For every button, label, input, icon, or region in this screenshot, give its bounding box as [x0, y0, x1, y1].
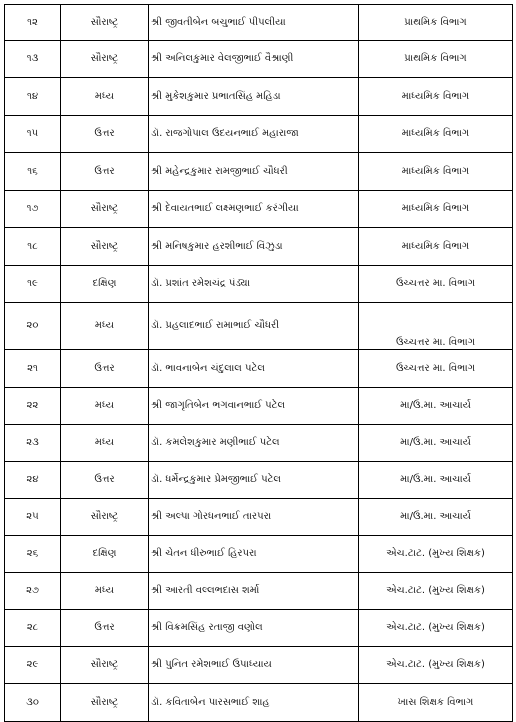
table-row	[5, 647, 513, 684]
awardee-name-cell: શ્રી આરતી વલ્લભદાસ શર્મા	[149, 573, 359, 610]
awardee-name-cell: શ્રી મહેન્દ્રકુમાર રામજીભાઈ ચૌધરી	[149, 153, 359, 191]
serial-number-cell: ૧૭	[5, 191, 61, 228]
awardees-table	[4, 4, 513, 722]
awardee-name-cell: શ્રી દેવાયતભાઈ લક્ષ્મણભાઈ કરંગીયા	[149, 191, 359, 228]
department-cell: માધ્યમિક વિભાગ	[359, 153, 513, 191]
table-row	[5, 303, 513, 350]
department-cell: એચ.ટાટ. (મુખ્ય શિક્ષક)	[359, 610, 513, 647]
serial-number-cell: ૨૬	[5, 536, 61, 573]
awardee-name-cell: શ્રી અનિલકુમાર વેલજીભાઈ વૈશ્રાણી	[149, 41, 359, 78]
serial-number-cell: ૨૦	[5, 303, 61, 350]
department-cell: ઉચ્ચત્તર મા. વિભાગ	[359, 266, 513, 303]
table-row	[5, 425, 513, 462]
serial-number-cell: ૨૯	[5, 647, 61, 684]
serial-number-cell: ૨૫	[5, 499, 61, 536]
region-cell: સૌરાષ્ટ્ર	[61, 228, 149, 266]
region-cell: ઉત્તર	[61, 350, 149, 388]
table-row	[5, 573, 513, 610]
table-row	[5, 462, 513, 499]
serial-number-cell: ૨૧	[5, 350, 61, 388]
department-cell: પ્રાથમિક વિભાગ	[359, 5, 513, 41]
table-row	[5, 684, 513, 722]
serial-number-cell: ૧૫	[5, 116, 61, 153]
awardee-name-cell: શ્રી પુનિત રમેશભાઈ ઉપાધ્યાય	[149, 647, 359, 684]
department-cell: એચ.ટાટ. (મુખ્ય શિક્ષક)	[359, 536, 513, 573]
department-cell: એચ.ટાટ. (મુખ્ય શિક્ષક)	[359, 647, 513, 684]
department-cell: ઉચ્ચત્તર મા. વિભાગ	[359, 350, 513, 388]
awardee-name-cell: શ્રી જાગૃતિબેન ભગવાનભાઈ પટેલ	[149, 388, 359, 425]
region-cell: દક્ષિણ	[61, 266, 149, 303]
awardee-name-cell: શ્રી મુકેશકુમાર પ્રભાતસિંહ મહિડા	[149, 78, 359, 116]
department-cell: મા/ઉ.મા. આચાર્ય	[359, 388, 513, 425]
table-row	[5, 153, 513, 191]
department-cell: મા/ઉ.મા. આચાર્ય	[359, 425, 513, 462]
region-cell: સૌરાષ્ટ્ર	[61, 191, 149, 228]
table-row	[5, 5, 513, 41]
table-body	[5, 5, 513, 722]
serial-number-cell: ૨૮	[5, 610, 61, 647]
department-cell: પ્રાથમિક વિભાગ	[359, 41, 513, 78]
department-cell: માધ્યમિક વિભાગ	[359, 116, 513, 153]
region-cell: ઉત્તર	[61, 116, 149, 153]
region-cell: મધ્ય	[61, 573, 149, 610]
region-cell: મધ્ય	[61, 425, 149, 462]
region-cell: ઉત્તર	[61, 610, 149, 647]
awardee-name-cell: શ્રી જીવતીબેન બચુભાઈ પીપલીયા	[149, 5, 359, 41]
awardee-name-cell: ડૉ. કમલેશકુમાર મણીભાઈ પટેલ	[149, 425, 359, 462]
region-cell: સૌરાષ્ટ્ર	[61, 499, 149, 536]
awardee-name-cell: ડૉ. કવિતાબેન પારસભાઈ શાહ	[149, 684, 359, 722]
serial-number-cell: ૧૩	[5, 41, 61, 78]
table-row	[5, 228, 513, 266]
region-cell: મધ્ય	[61, 303, 149, 350]
awardee-name-cell: ડૉ. ધર્મેન્દ્રકુમાર પ્રેમજીભાઈ પટેલ	[149, 462, 359, 499]
awardee-name-cell: શ્રી અલ્પા ગોરધનભાઈ તારપરા	[149, 499, 359, 536]
serial-number-cell: ૧૨	[5, 5, 61, 41]
department-cell: ઉચ્ચત્તર મા. વિભાગ	[359, 303, 513, 350]
region-cell: સૌરાષ્ટ્ર	[61, 684, 149, 722]
awardee-name-cell: ડૉ. ભાવનાબેન ચંદુલાલ પટેલ	[149, 350, 359, 388]
region-cell: મધ્ય	[61, 78, 149, 116]
serial-number-cell: ૧૪	[5, 78, 61, 116]
serial-number-cell: ૧૮	[5, 228, 61, 266]
table-row	[5, 116, 513, 153]
serial-number-cell: ૧૬	[5, 153, 61, 191]
serial-number-cell: ૩૦	[5, 684, 61, 722]
region-cell: દક્ષિણ	[61, 536, 149, 573]
region-cell: ઉત્તર	[61, 462, 149, 499]
region-cell: મધ્ય	[61, 388, 149, 425]
serial-number-cell: ૨૨	[5, 388, 61, 425]
table-row	[5, 78, 513, 116]
department-cell: ખાસ શિક્ષક વિભાગ	[359, 684, 513, 722]
table-row	[5, 388, 513, 425]
department-cell: મા/ઉ.મા. આચાર્ય	[359, 462, 513, 499]
region-cell: ઉત્તર	[61, 153, 149, 191]
awardee-name-cell: ડૉ. પ્રહલાદભાઈ રામાભાઈ ચૌધરી	[149, 303, 359, 350]
serial-number-cell: ૨૭	[5, 573, 61, 610]
region-cell: સૌરાષ્ટ્ર	[61, 41, 149, 78]
table-row	[5, 499, 513, 536]
awardee-name-cell: શ્રી વિક્રમસિંહ રતાજી વણોલ	[149, 610, 359, 647]
serial-number-cell: ૨૩	[5, 425, 61, 462]
awardee-name-cell: શ્રી મનિષકુમાર હરશીભાઈ વિંઝુડા	[149, 228, 359, 266]
department-cell: મા/ઉ.મા. આચાર્ય	[359, 499, 513, 536]
department-cell: એચ.ટાટ. (મુખ્ય શિક્ષક)	[359, 573, 513, 610]
department-cell: માધ્યમિક વિભાગ	[359, 78, 513, 116]
table-row	[5, 610, 513, 647]
awardee-name-cell: ડૉ. રાજગોપાલ ઉદયનભાઈ મહારાજા	[149, 116, 359, 153]
awardee-name-cell: ડૉ. પ્રશાંત રમેશચંદ્ર પંડ્યા	[149, 266, 359, 303]
region-cell: સૌરાષ્ટ્ર	[61, 5, 149, 41]
table-row	[5, 191, 513, 228]
serial-number-cell: ૨૪	[5, 462, 61, 499]
table-row	[5, 266, 513, 303]
table-row	[5, 41, 513, 78]
department-cell: માધ્યમિક વિભાગ	[359, 228, 513, 266]
table-row	[5, 350, 513, 388]
serial-number-cell: ૧૯	[5, 266, 61, 303]
table-row	[5, 536, 513, 573]
region-cell: સૌરાષ્ટ્ર	[61, 647, 149, 684]
awardee-name-cell: શ્રી ચેતન ધીરુભાઈ હિરપરા	[149, 536, 359, 573]
department-cell: માધ્યમિક વિભાગ	[359, 191, 513, 228]
